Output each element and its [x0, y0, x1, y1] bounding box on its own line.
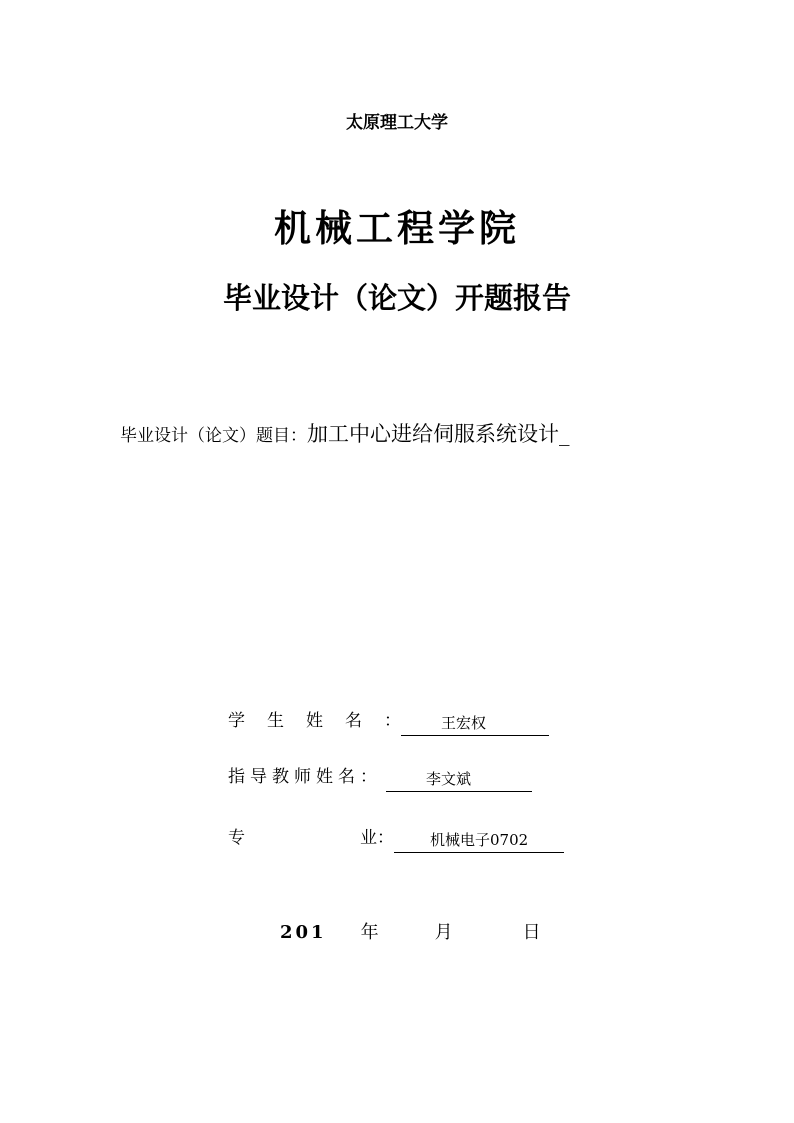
topic-value: 加工中心进给伺服系统设计	[307, 422, 559, 446]
report-title: 毕业设计（论文）开题报告	[222, 281, 571, 315]
topic-label: 毕业设计（论文）题目：	[120, 426, 307, 446]
date-row	[280, 918, 541, 948]
major-value: 机械电子0702	[394, 827, 564, 853]
major-label-second: 业：	[360, 828, 394, 848]
date-month-unit: 月	[434, 922, 453, 943]
advisor-name-label: 指导教师姓名：	[228, 767, 382, 787]
advisor-name-row	[228, 762, 532, 792]
advisor-name-value: 李文斌	[386, 766, 532, 792]
student-name-colon: ：	[384, 711, 401, 731]
date-year: 201	[280, 922, 327, 943]
university-name: 太原理工大学	[346, 113, 448, 133]
college-name: 机械工程学院	[274, 206, 520, 250]
student-name-value: 王宏权	[401, 710, 549, 736]
date-year-unit: 年	[360, 922, 379, 943]
student-name-label	[228, 706, 401, 736]
major-row	[228, 823, 564, 853]
student-name-label-text: 学生姓名	[228, 711, 384, 731]
major-label-first: 专	[228, 828, 245, 848]
date-day-unit: 日	[522, 922, 541, 943]
topic-underscore: _	[559, 422, 570, 446]
topic-row	[120, 418, 740, 452]
student-name-row	[228, 706, 549, 736]
